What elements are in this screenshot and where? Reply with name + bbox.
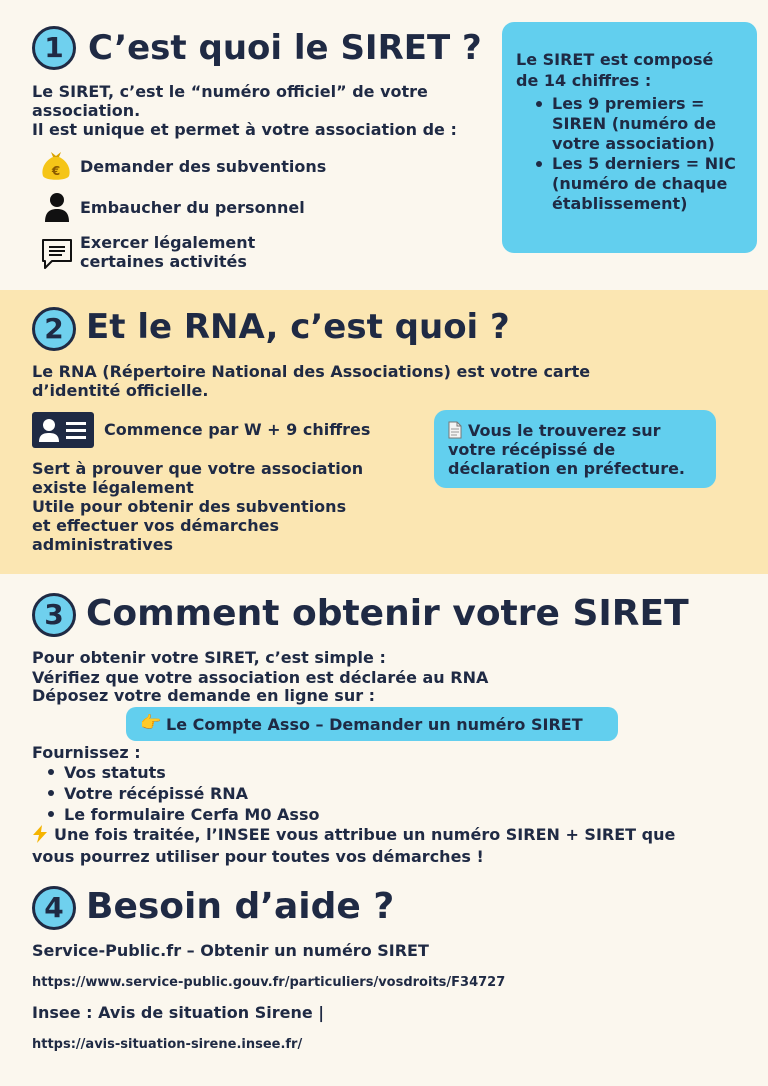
help-link-title[interactable]: Service-Public.fr – Obtenir un numéro SIRET — [32, 941, 429, 960]
money-bag-icon — [40, 148, 72, 182]
step-line: Pour obtenir votre SIRET, c’est simple : — [32, 648, 386, 667]
intro-line: Il est unique et permet à votre association de : — [32, 120, 457, 139]
box-bullets — [530, 94, 736, 214]
use-line: Sert à prouver que votre association — [32, 459, 364, 478]
id-card-icon — [32, 412, 94, 448]
final-line: Une fois traitée, l’INSEE vous attribue un numéro SIREN + SIRET que — [54, 825, 676, 844]
list-item: Les 5 derniers = NIC (numéro de chaque établissement) — [530, 154, 736, 214]
help-link-url[interactable]: https://www.service-public.gouv.fr/particuliers/vosdroits/F34727 — [32, 975, 506, 990]
step-number-1: 1 — [32, 26, 76, 70]
intro-line: Le RNA (Répertoire National des Associations) est votre carte — [32, 362, 591, 381]
list-item: Vos statuts — [42, 762, 319, 783]
pointing-hand-icon: 👉 — [140, 713, 162, 733]
intro-line: association. — [32, 101, 141, 120]
section-rna — [0, 290, 768, 574]
document-icon — [448, 421, 462, 439]
button-label: Le Compte Asso – Demander un numéro SIRET — [166, 715, 583, 734]
box-text: Le SIRET est composé — [516, 50, 714, 69]
help-link-url[interactable]: https://avis-situation-sirene.insee.fr/ — [32, 1037, 303, 1052]
chat-icon — [40, 237, 74, 271]
section-title: Comment obtenir votre SIRET — [86, 593, 689, 634]
step-number-4: 4 — [32, 886, 76, 930]
step-number-3: 3 — [32, 593, 76, 637]
list-item: Votre récépissé RNA — [42, 783, 319, 804]
section-obtain-siret — [0, 574, 768, 874]
card-label: Commence par W + 9 chiffres — [104, 420, 371, 439]
person-icon — [44, 192, 70, 222]
lightning-icon — [32, 825, 48, 843]
documents-list — [42, 762, 319, 825]
note-line: votre récépissé de — [448, 440, 616, 459]
use-line: et effectuer vos démarches — [32, 516, 279, 535]
siret-info-box — [502, 22, 757, 253]
provide-label: Fournissez : — [32, 743, 141, 762]
intro-line: Le SIRET, c’est le “numéro officiel” de votre — [32, 82, 428, 101]
box-text: de 14 chiffres : — [516, 71, 652, 90]
note-line: déclaration en préfecture. — [448, 459, 686, 478]
section-title: Et le RNA, c’est quoi ? — [86, 307, 510, 347]
section-help — [0, 874, 768, 1086]
compte-asso-button[interactable] — [126, 707, 618, 741]
list-item: certaines activités — [80, 252, 247, 271]
step-line: Déposez votre demande en ligne sur : — [32, 686, 376, 705]
section-siret — [0, 0, 768, 290]
use-line: Utile pour obtenir des subventions — [32, 497, 347, 516]
step-number-2: 2 — [32, 307, 76, 351]
use-line: existe légalement — [32, 478, 194, 497]
intro-line: d’identité officielle. — [32, 381, 209, 400]
rna-note-box — [434, 410, 716, 488]
note-line: Vous le trouverez sur — [468, 421, 661, 440]
list-item: Le formulaire Cerfa M0 Asso — [42, 804, 319, 825]
use-line: administratives — [32, 535, 174, 554]
list-item: Demander des subventions — [80, 157, 327, 176]
help-link-title[interactable]: Insee : Avis de situation Sirene | — [32, 1003, 325, 1022]
list-item: Embaucher du personnel — [80, 198, 305, 217]
step-line: Vérifiez que votre association est déclarée au RNA — [32, 668, 489, 687]
final-line: vous pourrez utiliser pour toutes vos démarches ! — [32, 847, 484, 866]
list-item: Exercer légalement — [80, 233, 256, 252]
list-item: Les 9 premiers = SIREN (numéro de votre association) — [530, 94, 736, 154]
section-title: C’est quoi le SIRET ? — [88, 28, 482, 68]
svg-text:€: € — [51, 164, 61, 178]
section-title: Besoin d’aide ? — [86, 886, 395, 927]
